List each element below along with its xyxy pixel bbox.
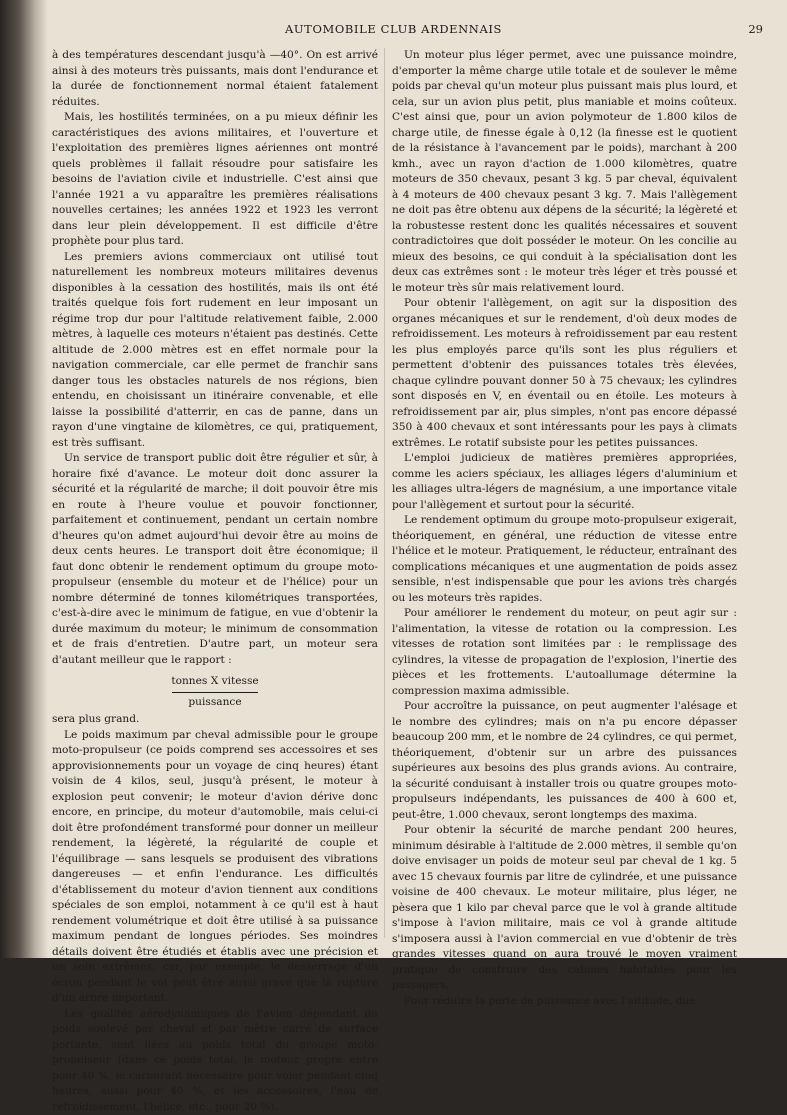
paragraph: L'emploi judicieux de matières premières appropriées, comme les aciers spéciaux, les alliages légers d'aluminium et les alliages ultra-légers de magnésium, a une importance vitale pour l'allègement et surtout pour la sécurité. — [392, 451, 737, 513]
fraction-bar — [172, 692, 258, 693]
paragraph: Le rendement optimum du groupe moto-propulseur exigerait, théoriquement, en général, une réduction de vitesse entre l'hélice et le moteur. Pratiquement, le réducteur, entraînant des complications mécaniques et une augmentation de poids assez sensible, n'est indispensable que pour les avions très chargés ou les moteurs très rapides. — [392, 513, 737, 606]
formula-numerator: tonnes X vitesse — [52, 674, 378, 690]
paragraph: Le poids maximum par cheval admissible pour le groupe moto-propulseur (ce poids comprend ses accessoires et ses approvisionnements pour un voyage de cinq heures) étant voisin de 4 kilos, seul, jusqu'à présent, le moteur à explosion peut convenir; le moteur d'avion dérive donc encore, en principe, du moteur d'automobile, mais celui-ci doit être profondément transformé pour donner un meilleur rendement, la légèreté, la régularité de couple et l'équilibrage — sans lesquels se produisent des vibrations dangereuses — et enfin l'endurance. Les difficultés d'établissement du moteur d'avion tiennent aux conditions spéciales de son emploi, notamment à ce qu'il est à haut rendement volumétrique et doit être utilisé à sa puissance maximum pendant de longues périodes. Ses moindres détails doivent être étudiés et établis avec une précision et un soin extrêmes, car, par exemple, le desserrage d'un écrou pendant le vol peut être aussi grave que la rupture d'un arbre important. — [52, 728, 378, 1007]
binding-shadow — [0, 0, 48, 958]
right-column — [392, 48, 737, 1009]
column-divider — [384, 48, 385, 938]
paragraph: Un service de transport public doit être régulier et sûr, à horaire fixé d'avance. Le moteur doit donc assurer la sécurité et la régularité de marche; il doit pouvoir être mis en route à l'heure voulue et pouvoir fonctionner, parfaitement et continuement, pendant un certain nombre d'heures qu'on admet aujourd'hui devoir être au moins de deux cents heures. Le transport doit être économique; il faut donc obtenir le rendement optimum du groupe moto-propulseur (ensemble du moteur et de l'hélice) pour un nombre déterminé de tonnes kilométriques transportées, c'est-à-dire avec le minimum de fatigue, en vue d'obtenir la durée maximum du moteur; le minimum de consommation et de frais d'entretien. D'autre part, un moteur sera d'autant meilleur que le rapport : — [52, 451, 378, 668]
page-number: 29 — [748, 22, 763, 36]
paragraph: à des températures descendant jusqu'à —40°. On est arrivé ainsi à des moteurs très puissants, mais dont l'endurance et la durée de fonctionnement normal étaient fatalement réduites. — [52, 48, 378, 110]
paragraph: Mais, les hostilités terminées, on a pu mieux définir les caractéristiques des avions militaires, et l'ouverture et l'exploitation des premières lignes aériennes ont montré quels problèmes il fallait résoudre pour satisfaire les besoins de l'aviation civile et industrielle. C'est ainsi que l'année 1921 a vu apparaître les premières réalisations nouvelles certaines; les années 1922 et 1923 les verront dans leur plein développement. Il est difficile d'être prophète pour plus tard. — [52, 110, 378, 250]
running-title: AUTOMOBILE CLUB ARDENNAIS — [0, 22, 787, 36]
paragraph: Pour accroître la puissance, on peut augmenter l'alésage et le nombre des cylindres; mais on n'a pu encore dépasser beaucoup 200 mm, et le nombre de 24 cylindres, ce qui permet, théoriquement, d'obtenir sur un arbre des puissances supérieures aux besoins des plus grands avions. Au contraire, la sécurité conduisant à installer trois ou quatre groupes moto-propulseurs indépendants, les puissances de 400 à 600 et, peut-être, 1.000 chevaux, seront longtemps des maxima. — [392, 699, 737, 823]
page-header — [0, 22, 787, 40]
paragraph: Les premiers avions commerciaux ont utilisé tout naturellement les nombreux moteurs militaires devenus disponibles à la cessation des hostilités, mais ils ont été traités quelque fois fort rudement en leur imposant un régime trop dur pour l'altitude relativement faible, 2.000 mètres, à laquelle ces moteurs n'étaient pas destinés. Cette altitude de 2.000 mètres est en effet normale pour la navigation commerciale, car elle permet de franchir sans danger tous les obstacles naturels de nos régions, bien entendu, en choisissant un itinéraire convenable, et elle laisse la possibilité d'atterrir, en cas de panne, dans un rayon d'une vingtaine de kilomètres, ce qui, pratiquement, est très suffisant. — [52, 250, 378, 452]
paragraph: sera plus grand. — [52, 712, 378, 728]
ratio-formula — [52, 674, 378, 710]
paragraph: Pour améliorer le rendement du moteur, on peut agir sur : l'alimentation, la vitesse de rotation ou la compression. Les vitesses de rotation sont limitées par : le remplissage des cylindres, la vitesse de propagation de l'explosion, l'inertie des pièces et les frottements. L'autoallumage détermine la compression maxima admissible. — [392, 606, 737, 699]
paragraph: Pour obtenir la sécurité de marche pendant 200 heures, minimum désirable à l'altitude de 2.000 mètres, il semble qu'on doive envisager un poids de moteur seul par cheval de 1 kg. 5 avec 15 chevaux fournis par litre de cylindrée, et une puissance voisine de 400 chevaux. Le moteur militaire, plus léger, ne pèsera que 1 kilo par cheval parce que le vol à grande altitude s'impose à l'avion militaire, mais ce vol à grande altitude s'imposera aussi à l'avion commercial en vue d'obtenir de très grandes vitesses quand on aura trouvé le moyen vraiment pratique de construire des cabines habitables pour les passagers. — [392, 823, 737, 994]
paragraph: Un moteur plus léger permet, avec une puissance moindre, d'emporter la même charge utile totale et de soulever le même poids par cheval qu'un moteur plus puissant mais plus lourd, et cela, sur un avion plus petit, plus maniable et moins coûteux. C'est ainsi que, pour un avion polymoteur de 1.800 kilos de charge utile, de finesse égale à 0,12 (la finesse est le quotient de la résistance à l'avancement par le poids), marchant à 200 kmh., avec un rayon d'action de 1.000 kilomètres, quatre moteurs de 350 chevaux, pesant 3 kg. 5 par cheval, équivalent à 4 moteurs de 400 chevaux pesant 3 kg. 7. Mais l'allègement ne doit pas être obtenu aux dépens de la sécurité; la légèreté et la robustesse restent donc les qualités nécessaires et souvent contradictoires que doit posséder le moteur. On les concilie au mieux des besoins, ce qui conduit à la spécialisation dont les deux cas extrêmes sont : le moteur très léger et très poussé et le moteur très sûr mais relativement lourd. — [392, 48, 737, 296]
paragraph: Pour réduire la perte de puissance avec l'altitude, due — [392, 994, 737, 1010]
left-column — [52, 48, 378, 1115]
formula-denominator: puissance — [52, 695, 378, 711]
paragraph: Les qualités aérodynamiques de l'avion dépendant du poids soulevé par cheval et par mètre carré de surface portante, sont liées au poids total du groupe moto-propulseur (dans ce poids total, le moteur propre entre pour 40 %, le carburant nécessaire pour voler pendant cinq heures, aussi pour 40 %, et les accessoires, l'eau de refroidissement, l'hélice, etc., pour 20 %). — [52, 1007, 378, 1115]
paragraph: Pour obtenir l'allègement, on agit sur la disposition des organes mécaniques et sur le rendement, d'où deux modes de refroidissement. Les moteurs à refroidissement par eau restent les plus employés parce qu'ils sont les plus réguliers et permettent d'obtenir des puissances totales très élevées, chaque cylindre pouvant donner 50 à 75 chevaux; les cylindres sont disposés en V, en éventail ou en étoile. Les moteurs à refroidissement par air, plus simples, n'ont pas encore dépassé 350 à 400 chevaux et sont intéressants pour les pays à climats extrêmes. Le rotatif subsiste pour les petites puissances. — [392, 296, 737, 451]
